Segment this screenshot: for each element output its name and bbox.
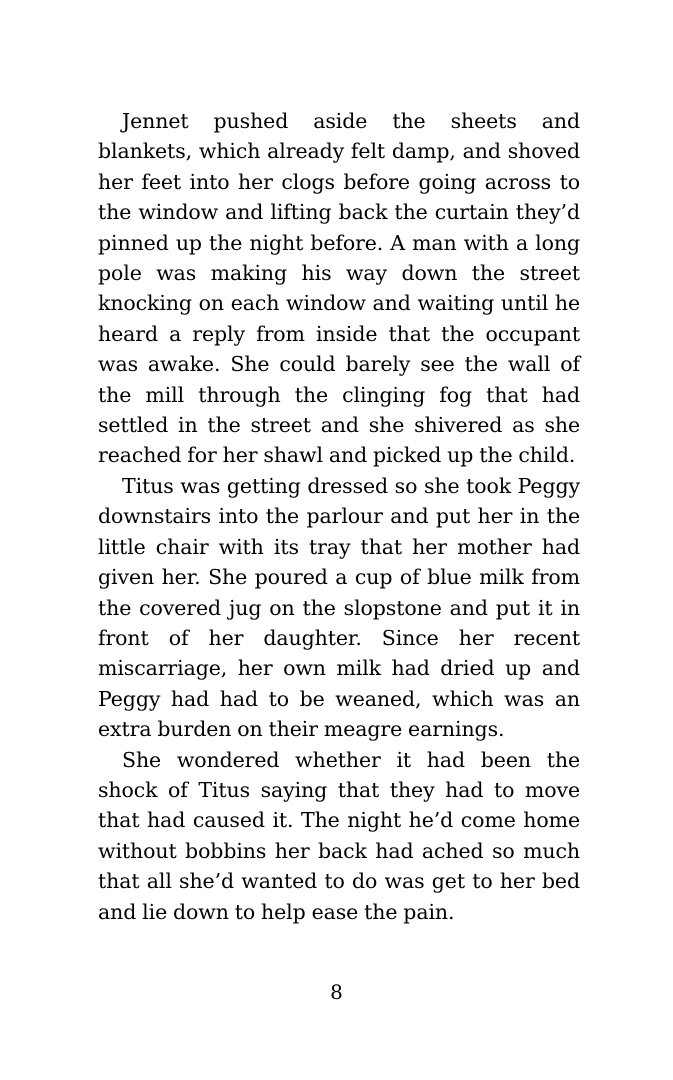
paragraph-3: She wondered whether it had been the shock of Titus saying that they had to move that had caused it. The night he’d come home without bobbins her back had ached so much that all she’d wanted to do was get to her bed and lie down to help ease the pain.: [98, 747, 580, 924]
paragraph-2: Titus was getting dressed so she took Peggy downstairs into the parlour and put her in the little chair with its tray that her mother had given her. She poured a cup of blue milk from the covered jug on the slopstone and put it in front of her daughter. Since her recent miscarriage, her own milk had dried up and Peggy had had to be weaned, which was an extra burden on their meagre earnings.: [98, 473, 580, 742]
body-text: [98, 106, 580, 927]
paragraph-1: Jennet pushed aside the sheets and blankets, which already felt damp, and shoved her feet into her clogs before going across to the window and lifting back the curtain they’d pinned up the night before. A man with a long pole was making his way down the street knocking on each window and waiting until he heard a reply from inside that the occupant was awake. She could barely see the wall of the mill through the clinging fog that had settled in the street and she shivered as she reached for her shawl and picked up the child.: [98, 109, 580, 468]
page-number: 8: [330, 980, 343, 1004]
